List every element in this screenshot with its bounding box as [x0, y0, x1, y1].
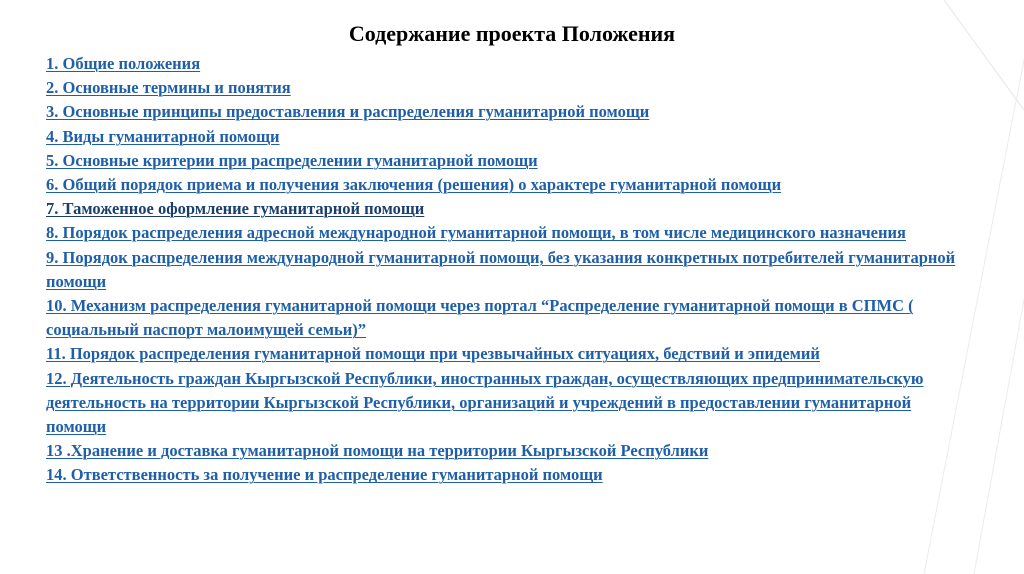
- list-item: [46, 100, 966, 124]
- toc-link-11[interactable]: 11. Порядок распределения гуманитарной помощи при чрезвычайных ситуациях, бедствий и эпидемий: [46, 344, 820, 364]
- list-item: [46, 52, 966, 76]
- toc-link-6[interactable]: 6. Общий порядок приема и получения заключения (решения) о характере гуманитарной помощи: [46, 175, 782, 195]
- list-item: [46, 173, 966, 197]
- toc-link-9[interactable]: 9. Порядок распределения международной гуманитарной помощи, без указания конкретных потребителей гуманитарной помощи: [46, 247, 956, 291]
- toc-link-13[interactable]: 13 .Хранение и доставка гуманитарной помощи на территории Кыргызской Республики: [46, 441, 709, 461]
- toc-link-5[interactable]: 5. Основные критерии при распределении гуманитарной помощи: [46, 150, 538, 170]
- toc-link-2[interactable]: 2. Основные термины и понятия: [46, 78, 291, 98]
- list-item: [46, 367, 966, 440]
- list-item: [46, 342, 966, 366]
- list-item: [46, 76, 966, 100]
- list-item: [46, 197, 966, 221]
- list-item: [46, 149, 966, 173]
- list-item: [46, 463, 966, 487]
- list-item: [46, 294, 966, 342]
- toc-link-10[interactable]: 10. Механизм распределения гуманитарной помощи через портал “Распределение гуманитарной помощи в СПМС ( социальный паспорт малоимущей семьи)”: [46, 296, 914, 340]
- list-item: [46, 221, 966, 245]
- toc-link-14[interactable]: 14. Ответственность за получение и распределение гуманитарной помощи: [46, 465, 603, 485]
- toc-link-12[interactable]: 12. Деятельность граждан Кыргызской Республики, иностранных граждан, осуществляющих предпринимательскую деятельность на территории Кыргызской Республики, организаций и учреждений в предоставлении гуманитарной помощи: [46, 368, 924, 437]
- table-of-contents: [46, 52, 966, 488]
- toc-link-1[interactable]: 1. Общие положения: [46, 54, 201, 73]
- list-item: [46, 439, 966, 463]
- toc-link-7[interactable]: 7. Таможенное оформление гуманитарной помощи: [46, 199, 425, 219]
- page-title: Содержание проекта Положения: [348, 21, 676, 46]
- toc-link-4[interactable]: 4. Виды гуманитарной помощи: [46, 126, 280, 146]
- toc-link-8[interactable]: 8. Порядок распределения адресной международной гуманитарной помощи, в том числе медицинского назначения: [46, 223, 906, 243]
- toc-link-3[interactable]: 3. Основные принципы предоставления и распределения гуманитарной помощи: [46, 102, 650, 122]
- list-item: [46, 246, 966, 294]
- list-item: [46, 125, 966, 149]
